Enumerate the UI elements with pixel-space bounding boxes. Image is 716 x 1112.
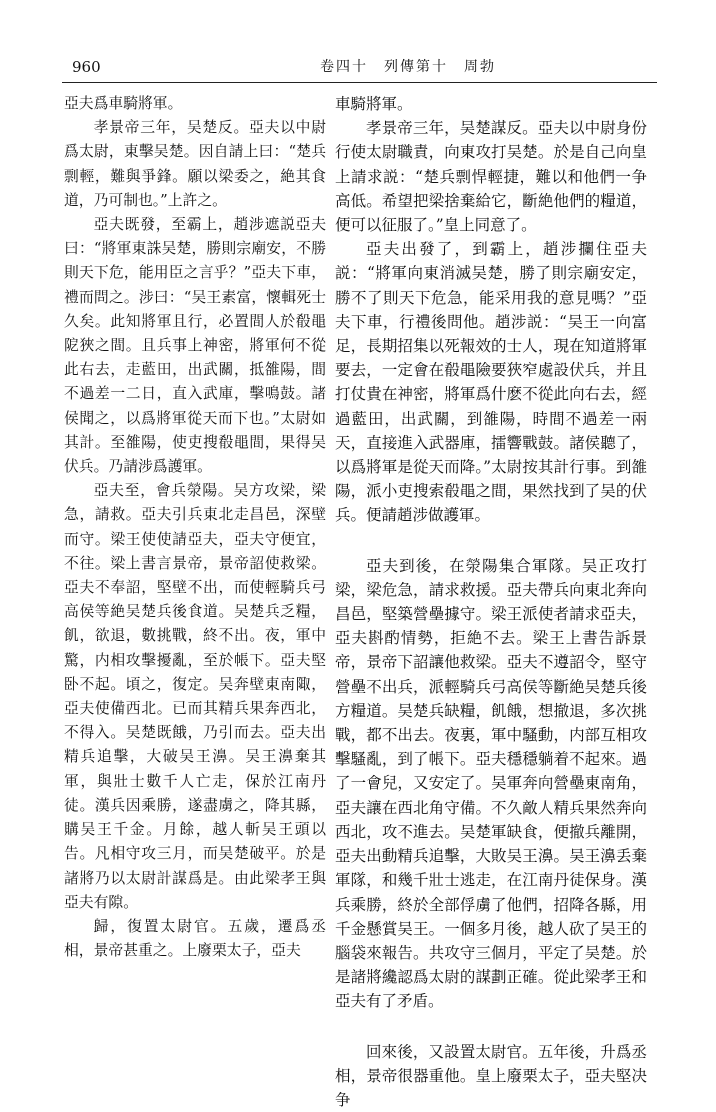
translation-paragraph: 亞夫出發了，到霸上，趙涉攔住亞夫説：“將軍向東消滅吴楚，勝了則宗廟安定，勝不了則天下危急，能采用我的意見嗎？”亞夫下車，行禮後問他。趙涉説：“吴王一向富足，長期招集以死報效的士人，現在知道將軍要去，一定會在殽黽險要狹窄處設伏兵，并且打仗貴在神密，將軍爲什麽不從此向右去，經過藍田，出武關，到雒陽，時間不過差一兩天，直接進入武器庫，擂響戰鼓。諸侯聽了，以爲將軍是從天而降。”太尉按其計行事。到雒陽，派小吏搜索殽黽之間，果然找到了吴的伏兵。便請趙涉做護軍。 <box>335 240 647 525</box>
header-rule <box>62 82 657 83</box>
classical-paragraph: 歸，復置太尉官。五歲，遷爲丞相，景帝甚重之。上廢栗太子，亞夫 <box>64 917 326 960</box>
classical-paragraph: 亞夫既發，至霸上，趙涉遮説亞夫曰：“將軍東誅吴楚，勝則宗廟安，不勝則天下危，能用臣之言乎？”亞夫下車，禮而問之。涉曰：“吴王素富，懷輯死士久矣。此知將軍且行，必置間人於殽黽阸狹之間。且兵事上神密，將軍何不從此右去，走藍田，出武關，抵雒陽，間不過差一二日，直入武庫，擊鳴鼓。諸侯聞之，以爲將軍從天而下也。”太尉如其計。至雒陽，使吏搜殽黽間，果得吴伏兵。乃請涉爲護軍。 <box>64 216 326 476</box>
paragraph-gap <box>335 528 647 554</box>
page-header <box>62 52 662 80</box>
classical-paragraph: 亞夫爲車騎將軍。 <box>64 95 183 112</box>
translation-column <box>335 92 647 1112</box>
paragraph-gap <box>335 1014 647 1040</box>
classical-text-column <box>64 92 326 963</box>
page-number: 960 <box>72 58 101 76</box>
translation-paragraph: 亞夫到後，在滎陽集合軍隊。吴正攻打梁，梁危急，請求救援。亞夫帶兵向東北奔向昌邑，堅築營壘據守。梁王派使者請求亞夫，亞夫斟酌情勢，拒絶不去。梁王上書告訴景帝，景帝下詔讓他救梁。亞夫不遵詔令，堅守營壘不出兵，派輕騎兵弓高侯等斷絶吴楚兵後方糧道。吴楚兵缺糧，飢餓，想撤退，多次挑戰，都不出去。夜裏，軍中騷動，内部互相攻擊騷亂，到了帳下。亞夫穩穩躺着不起來。過了一會兒，又安定了。吴軍奔向營壘東南角，亞夫讓在西北角守備。不久敵人精兵果然奔向西北，攻不進去。吴楚軍缺食，便撤兵離開，亞夫出動精兵追擊，大敗吴王濞。吴王濞丢棄軍隊，和幾千壯士逃走，在江南丹徒保身。漢兵乘勝，終於全部俘虜了他們，招降各縣，用千金懸賞吴王。一個多月後，越人砍了吴王的腦袋來報告。共攻守三個月，平定了吴楚。於是諸將纔認爲太尉的謀劃正確。從此梁孝王和亞夫有了矛盾。 <box>335 556 647 1011</box>
translation-paragraph: 車騎將軍。 <box>335 95 413 113</box>
translation-paragraph: 孝景帝三年，吴楚謀反。亞夫以中尉身份行使太尉職責，向東攻打吴楚。於是自己向皇上請求説：“楚兵剽悍輕捷，難以和他們一争高低。希望把梁捨棄給它，斷絶他們的糧道，便可以征服了。”皇上同意了。 <box>335 119 647 235</box>
classical-paragraph: 亞夫至，會兵滎陽。吴方攻梁，梁急，請救。亞夫引兵東北走昌邑，深壁而守。梁王使使請亞夫，亞夫守便宜，不往。梁上書言景帝，景帝詔使救梁。亞夫不奉詔，堅壁不出，而使輕騎兵弓高侯等絶吴楚兵後食道。吴楚兵乏糧，飢，欲退，數挑戰，終不出。夜，軍中驚，内相攻擊擾亂，至於帳下。亞夫堅卧不起。頃之，復定。吴奔壁東南陬，亞夫使備西北。已而其精兵果奔西北，不得入。吴楚既餓，乃引而去。亞夫出精兵追擊，大破吴王濞。吴王濞棄其軍，與壯士數千人亡走，保於江南丹徒。漢兵因乘勝，遂盡虜之，降其縣，購吴王千金。月餘，越人斬吴王頭以告。凡相守攻三月，而吴楚破平。於是諸將乃以太尉計謀爲是。由此梁孝王與亞夫有隙。 <box>64 482 326 911</box>
classical-paragraph: 孝景帝三年，吴楚反。亞夫以中尉爲太尉，東擊吴楚。因自請上曰：“楚兵剽輕，難與爭鋒。願以梁委之，絶其食道，乃可制也。”上許之。 <box>64 119 326 209</box>
translation-paragraph: 回來後，又設置太尉官。五年後，升爲丞相，景帝很器重他。皇上廢栗太子，亞夫堅决争 <box>335 1042 647 1109</box>
running-title: 卷四十 列傳第十 周勃 <box>320 59 496 75</box>
